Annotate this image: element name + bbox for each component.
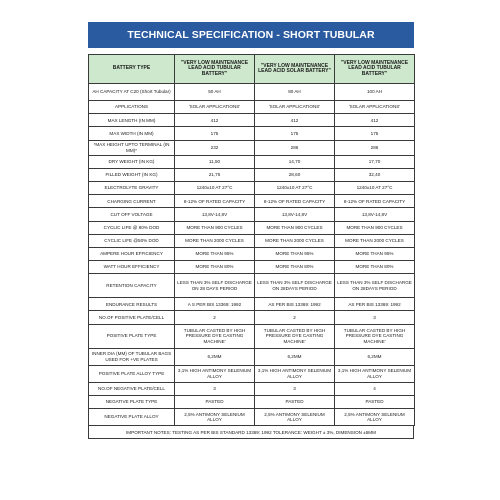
value-cell: 80 AH	[255, 84, 335, 101]
value-cell: TUBULAR CASTED BY HIGH PRESSURE DYE CASTING MACHINE'	[175, 324, 255, 348]
value-cell: 1240±10 AT 27°C	[335, 181, 415, 194]
value-cell: MORE THAN 900 CYCLES	[255, 221, 335, 234]
value-cell: AS PER BIS 13369: 1992	[335, 298, 415, 311]
table-row	[89, 208, 415, 221]
parameter-cell: POSITIVE PLATE TYPE	[89, 324, 175, 348]
value-cell: 'SOLAR APPLICATIONS'	[255, 101, 335, 114]
table-row	[89, 101, 415, 114]
value-cell: 32,40	[335, 168, 415, 181]
table-row	[89, 348, 415, 365]
value-cell: AS PER BIS 13369: 1992	[255, 298, 335, 311]
table-header-row	[89, 55, 415, 84]
value-cell: MORE THAN 900 CYCLES	[175, 221, 255, 234]
table-row	[89, 140, 415, 155]
parameter-cell: ELECTROLYTE GRAVITY	[89, 181, 175, 194]
parameter-cell: NEGATIVE PLATE ALLOY	[89, 409, 175, 426]
value-cell: 4	[335, 382, 415, 395]
value-cell: 2,5% ANTIMONY SELENIUM ALLOY	[335, 409, 415, 426]
parameter-cell: NEGATIVE PLATE TYPE	[89, 395, 175, 408]
parameter-cell: POSITIVE PLATE ALLOY TYPE	[89, 365, 175, 382]
value-cell: 286	[255, 140, 335, 155]
value-cell: 3,1% HIGH ANTIMONY SELENIUM ALLOY	[175, 365, 255, 382]
value-cell: 21,75	[175, 168, 255, 181]
value-cell: PASTED	[255, 395, 335, 408]
table-row	[89, 114, 415, 127]
value-cell: PASTED	[175, 395, 255, 408]
parameter-cell: DRY WEIGHT (IN KG)	[89, 155, 175, 168]
column-header: BATTERY TYPE	[89, 55, 175, 84]
parameter-cell: AMPERE HOUR EFFICIENCY	[89, 247, 175, 260]
value-cell: 412	[335, 114, 415, 127]
value-cell: 50 AH	[175, 84, 255, 101]
value-cell: 2	[255, 311, 335, 324]
value-cell: 8-12% OF RATED CAPACITY	[255, 195, 335, 208]
value-cell: 28,60	[255, 168, 335, 181]
value-cell: 'SOLAR APPLICATIONS'	[335, 101, 415, 114]
important-notes: IMPORTANT NOTES: TESTING AS PER BIS STANDARD 13369: 1992 TOLERANCE: WEIGHT ± 3%, DIMENSION ±5MM	[88, 426, 414, 439]
table-row	[89, 298, 415, 311]
parameter-cell: MAX WIDTH (IN MM)	[89, 127, 175, 140]
value-cell: 17,70	[335, 155, 415, 168]
table-row	[89, 84, 415, 101]
table-row	[89, 195, 415, 208]
value-cell: 175	[175, 127, 255, 140]
value-cell: 2	[175, 311, 255, 324]
column-header: "VERY LOW MAINTENANCE LEAD ACID SOLAR BATTERY"	[255, 55, 335, 84]
value-cell: 412	[255, 114, 335, 127]
value-cell: 6,2MM	[175, 348, 255, 365]
parameter-cell: ENDURANCE RESULTS	[89, 298, 175, 311]
parameter-cell: NO.OF NEGATIVE PLATE/CELL	[89, 382, 175, 395]
parameter-cell: MAX LENGTH (IN MM)	[89, 114, 175, 127]
value-cell: 11,50	[175, 155, 255, 168]
spec-document	[88, 22, 414, 439]
value-cell: 8-12% OF RATED CAPACITY	[335, 195, 415, 208]
value-cell: 8-12% OF RATED CAPACITY	[175, 195, 255, 208]
value-cell: 13,8V-14,8V	[255, 208, 335, 221]
parameter-cell: CUT OFF VOLTAGE	[89, 208, 175, 221]
parameter-cell: WATT HOUR EFFICIENCY	[89, 261, 175, 274]
table-row	[89, 274, 415, 298]
parameter-cell: CHARGING CURRENT	[89, 195, 175, 208]
value-cell: MORE THAN 95%	[255, 247, 335, 260]
table-row	[89, 395, 415, 408]
value-cell: LESS THAN 3% SELF DISCHARGE ON 28DAYS PERIOD	[255, 274, 335, 298]
table-row	[89, 234, 415, 247]
value-cell: 2,5% ANTIMONY SELENIUM ALLOY	[255, 409, 335, 426]
value-cell: LESS THAN 3% SELF DISCHARGE ON 28 DAYS PERIOD	[175, 274, 255, 298]
value-cell: TUBULAR CASTED BY HIGH PRESSURE DYE CASTING MACHINE'	[255, 324, 335, 348]
value-cell: 232	[175, 140, 255, 155]
value-cell: TUBULAR CASTED BY HIGH PRESSURE DYE CASTING MACHINE'	[335, 324, 415, 348]
parameter-cell: CYCLIC LIFE @50% DOD	[89, 234, 175, 247]
value-cell: 1240±10 AT 27°C	[255, 181, 335, 194]
spec-table	[88, 54, 415, 426]
column-header: "VERY LOW MAINTENANCE LEAD ACID TUBULAR BATTERY"	[335, 55, 415, 84]
value-cell: 13,8V-14,8V	[175, 208, 255, 221]
value-cell: 286	[335, 140, 415, 155]
value-cell: 6,2MM	[255, 348, 335, 365]
value-cell: MORE THAN 95%	[175, 247, 255, 260]
value-cell: MORE THAN 2000 CYCLES	[255, 234, 335, 247]
page-title: TECHNICAL SPECIFICATION - SHORT TUBULAR	[88, 22, 414, 48]
value-cell: 3	[255, 382, 335, 395]
parameter-cell: INNER DIA (MM) OF TUBULAR BAGS USED FOR +VE PLATES	[89, 348, 175, 365]
value-cell: MORE THAN 80%	[255, 261, 335, 274]
parameter-cell: *MAX HEIGHT UPTO TERMINAL (IN MM)*	[89, 140, 175, 155]
value-cell: 'SOLAR APPLICATIONS'	[175, 101, 255, 114]
value-cell: MORE THAN 900 CYCLES	[335, 221, 415, 234]
table-row	[89, 382, 415, 395]
value-cell: 100 AH	[335, 84, 415, 101]
parameter-cell: FILLED WEIGHT (IN KG)	[89, 168, 175, 181]
value-cell: MORE THAN 2000 CYCLES	[175, 234, 255, 247]
value-cell: 3,1% HIGH ANTIMONY SELENIUM ALLOY	[335, 365, 415, 382]
value-cell: 14,70	[255, 155, 335, 168]
table-row	[89, 261, 415, 274]
value-cell: MORE THAN 80%	[175, 261, 255, 274]
value-cell: 3	[335, 311, 415, 324]
table-row	[89, 324, 415, 348]
value-cell: 2,5% ANTIMONY SELENIUM ALLOY	[175, 409, 255, 426]
parameter-cell: CYCLIC LIFE @ 80% DOD	[89, 221, 175, 234]
parameter-cell: APPLICATIONS	[89, 101, 175, 114]
value-cell: A S PER BIS 13369: 1992	[175, 298, 255, 311]
parameter-cell: RETENTION CAPACITY	[89, 274, 175, 298]
value-cell: 1240±10 AT 27°C	[175, 181, 255, 194]
table-row	[89, 181, 415, 194]
table-row	[89, 168, 415, 181]
table-row	[89, 365, 415, 382]
value-cell: MORE THAN 2000 CYCLES	[335, 234, 415, 247]
value-cell: 175	[335, 127, 415, 140]
table-row	[89, 311, 415, 324]
table-row	[89, 247, 415, 260]
value-cell: 13,8V-14,8V	[335, 208, 415, 221]
table-row	[89, 127, 415, 140]
value-cell: MORE THAN 80%	[335, 261, 415, 274]
value-cell: 6,2MM	[335, 348, 415, 365]
value-cell: LESS THAN 3% SELF DISCHARGE ON 28DAYS PERIOD	[335, 274, 415, 298]
value-cell: 3	[175, 382, 255, 395]
table-row	[89, 409, 415, 426]
parameter-cell: NO.OF POSITIVE PLATE/CELL	[89, 311, 175, 324]
value-cell: PASTED	[335, 395, 415, 408]
value-cell: 412	[175, 114, 255, 127]
value-cell: MORE THAN 95%	[335, 247, 415, 260]
table-row	[89, 155, 415, 168]
table-row	[89, 221, 415, 234]
value-cell: 175	[255, 127, 335, 140]
parameter-cell: AH CAPACITY AT C20 (Short Tubular)	[89, 84, 175, 101]
column-header: "VERY LOW MAINTENANCE LEAD ACID TUBULAR BATTERY"	[175, 55, 255, 84]
value-cell: 3,1% HIGH ANTIMONY SELENIUM ALLOY	[255, 365, 335, 382]
